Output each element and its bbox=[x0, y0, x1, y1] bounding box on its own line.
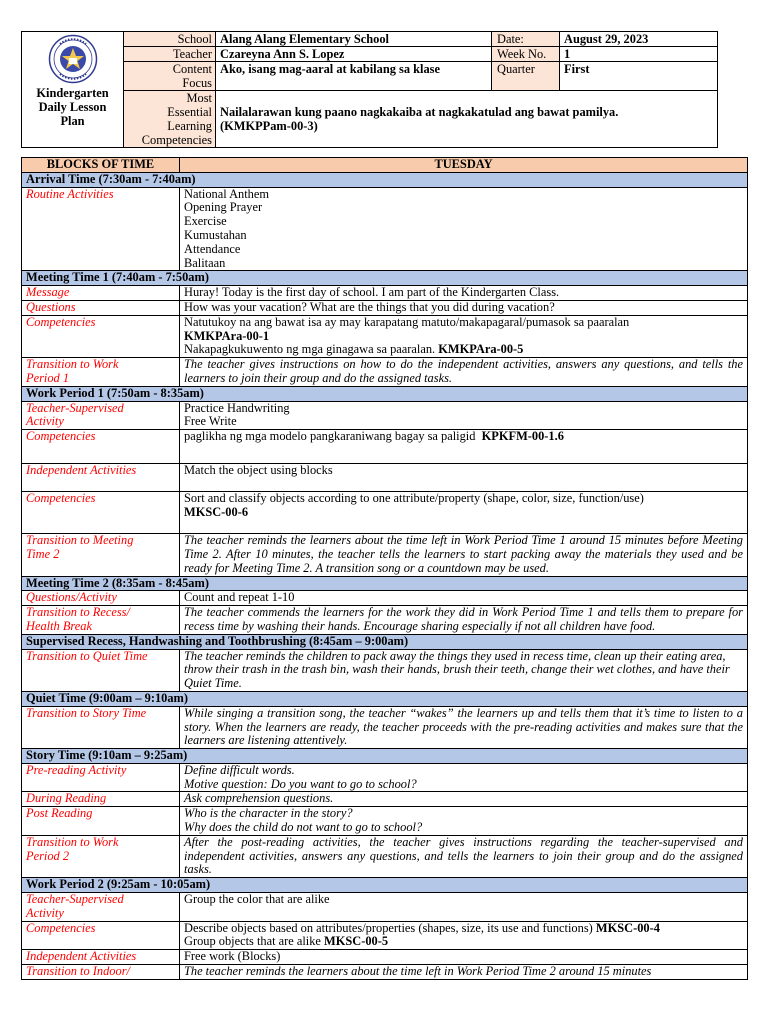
list-item: Exercise bbox=[184, 214, 227, 229]
competency-code: MKSC-00-6 bbox=[184, 504, 249, 519]
table-row bbox=[22, 807, 748, 836]
transition-label: Transition to Meeting Time 2 bbox=[22, 534, 180, 576]
transition-value: The teacher reminds the children to pack away the things they used in recess time, clean up their eating area, throw their trash in the trash bin, wash their hands, brush their teeth, change their wet clothes, and have their Quiet Time. bbox=[180, 649, 748, 691]
routine-activities-label: Routine Activities bbox=[22, 187, 180, 271]
transition-value: After the post-reading activities, the teacher gives instructions regarding the teacher-supervised and independent activities, answers any questions, and tells the learners to join their group and do the assigned tasks. bbox=[180, 835, 748, 877]
during-reading-label: During Reading bbox=[22, 792, 180, 807]
table-row bbox=[22, 950, 748, 965]
competencies-label: Competencies bbox=[22, 315, 180, 357]
meeting-time-2-title: Meeting Time 2 (8:35am - 8:45am) bbox=[22, 576, 748, 591]
quiet-time-title: Quiet Time (9:00am – 9:10am) bbox=[22, 691, 748, 706]
section-row bbox=[22, 576, 748, 591]
competency-code: KMKPAra-00-1 bbox=[184, 328, 270, 343]
week-value: 1 bbox=[560, 47, 718, 62]
work-period-2-title: Work Period 2 (9:25am - 10:05am) bbox=[22, 878, 748, 893]
table-row bbox=[22, 358, 748, 387]
independent-activities-label: Independent Activities bbox=[22, 464, 180, 492]
table-row bbox=[22, 606, 748, 635]
teacher-supervised-label: Teacher-Supervised Activity bbox=[22, 893, 180, 922]
competencies-label: Competencies bbox=[22, 430, 180, 464]
date-value: August 29, 2023 bbox=[560, 32, 718, 47]
routine-activities-list bbox=[180, 187, 748, 271]
section-row bbox=[22, 691, 748, 706]
quarter-label: Quarter bbox=[492, 62, 560, 91]
section-row bbox=[22, 634, 748, 649]
school-value: Alang Alang Elementary School bbox=[216, 32, 492, 47]
during-reading-value: Ask comprehension questions. bbox=[180, 792, 748, 807]
table-row bbox=[22, 492, 748, 534]
teacher-supervised-value: Practice Handwriting Free Write bbox=[180, 401, 748, 430]
independent-activities-value: Match the object using blocks bbox=[180, 464, 748, 492]
competency-code: MKSC-00-5 bbox=[324, 934, 389, 949]
message-value: Huray! Today is the first day of school. I am part of the Kindergarten Class. bbox=[180, 286, 748, 301]
table-header-row bbox=[22, 158, 748, 173]
table-row bbox=[22, 835, 748, 877]
teacher-label: Teacher bbox=[124, 47, 216, 62]
pre-reading-value: Define difficult words. Motive question: Do you want to go to school? bbox=[180, 763, 748, 792]
message-label: Message bbox=[22, 286, 180, 301]
week-label: Week No. bbox=[492, 47, 560, 62]
transition-value: While singing a transition song, the teacher “wakes” the learners up and tells them that it’s time to listen to a story. When the learners are ready, the teacher proceeds with the pre-reading activities and makes sure that the learners are listening attentively. bbox=[180, 706, 748, 748]
content-focus-value: Ako, isang mag-aaral at kabilang sa klase bbox=[216, 62, 492, 91]
post-reading-label: Post Reading bbox=[22, 807, 180, 836]
list-item: Attendance bbox=[184, 241, 241, 256]
transition-value: The teacher gives instructions on how to do the independent activities, answers any questions, and tells the learners to join their group and do the assigned tasks. bbox=[180, 358, 748, 387]
recess-title: Supervised Recess, Handwashing and Toothbrushing (8:45am – 9:00am) bbox=[22, 634, 748, 649]
tuesday-header: TUESDAY bbox=[180, 158, 748, 173]
pre-reading-label: Pre-reading Activity bbox=[22, 763, 180, 792]
list-item: Opening Prayer bbox=[184, 200, 263, 215]
table-row bbox=[22, 921, 748, 950]
teacher-supervised-label: Teacher-Supervised Activity bbox=[22, 401, 180, 430]
independent-activities-label: Independent Activities bbox=[22, 950, 180, 965]
teacher-value: Czareyna Ann S. Lopez bbox=[216, 47, 492, 62]
school-label: School bbox=[124, 32, 216, 47]
section-row bbox=[22, 386, 748, 401]
schedule-table bbox=[21, 157, 748, 980]
header-logo-cell bbox=[22, 32, 124, 148]
table-row bbox=[22, 893, 748, 922]
table-row bbox=[22, 965, 748, 980]
section-row bbox=[22, 878, 748, 893]
teacher-supervised-value: Group the color that are alike bbox=[180, 893, 748, 922]
table-row bbox=[22, 187, 748, 271]
post-reading-value: Who is the character in the story? Why does the child do not want to go to school? bbox=[180, 807, 748, 836]
table-row bbox=[22, 315, 748, 357]
competency-code: KMKPAra-00-5 bbox=[438, 342, 524, 357]
questions-value: How was your vacation? What are the things that you did during vacation? bbox=[180, 300, 748, 315]
quarter-value: First bbox=[560, 62, 718, 91]
table-row bbox=[22, 763, 748, 792]
table-row bbox=[22, 430, 748, 464]
arrival-time-title: Arrival Time (7:30am - 7:40am) bbox=[22, 172, 748, 187]
independent-activities-value: Free work (Blocks) bbox=[180, 950, 748, 965]
competencies-value: paglikha ng mga modelo pangkaraniwang bagay sa paligid KPKFM-00-1.6 bbox=[180, 430, 748, 464]
melc-label: Most Essential Learning Competencies bbox=[124, 91, 216, 148]
table-row bbox=[22, 300, 748, 315]
questions-label: Questions bbox=[22, 300, 180, 315]
table-row bbox=[22, 286, 748, 301]
transition-label: Transition to Recess/ Health Break bbox=[22, 606, 180, 635]
melc-value: Nailalarawan kung paano nagkakaiba at nagkakatulad ang bawat pamilya. (KMKPPam-00-3) bbox=[216, 91, 718, 148]
transition-label: Transition to Work Period 1 bbox=[22, 358, 180, 387]
questions-activity-value: Count and repeat 1-10 bbox=[180, 591, 748, 606]
meeting-time-1-title: Meeting Time 1 (7:40am - 7:50am) bbox=[22, 271, 748, 286]
table-row bbox=[22, 706, 748, 748]
transition-label: Transition to Indoor/ bbox=[22, 965, 180, 980]
transition-label: Transition to Work Period 2 bbox=[22, 835, 180, 877]
competencies-value: Natutukoy na ang bawat isa ay may karapatang matuto/makapagaral/pumasok sa paaralan KMKPAra-00-1 Nakapagkukuwento ng mga ginagawa sa paaralan. KMKPAra-00-5 bbox=[180, 315, 748, 357]
lesson-plan-header bbox=[21, 31, 718, 148]
transition-value: The teacher reminds the learners about the time left in Work Period Time 2 around 15 minutes bbox=[180, 965, 748, 980]
competencies-label: Competencies bbox=[22, 492, 180, 534]
content-focus-label: Content Focus bbox=[124, 62, 216, 91]
table-row bbox=[22, 792, 748, 807]
list-item: National Anthem bbox=[184, 186, 269, 201]
date-label: Date: bbox=[492, 32, 560, 47]
table-row bbox=[22, 649, 748, 691]
questions-activity-label: Questions/Activity bbox=[22, 591, 180, 606]
competencies-value: Sort and classify objects according to one attribute/property (shape, color, size, function/use) MKSC-00-6 bbox=[180, 492, 748, 534]
story-time-title: Story Time (9:10am – 9:25am) bbox=[22, 749, 748, 764]
transition-value: The teacher commends the learners for the work they did in Work Period Time 1 and tells them to prepare for recess time by washing their hands. Encourage sharing especially if not all children have food. bbox=[180, 606, 748, 635]
list-item: Balitaan bbox=[184, 255, 226, 270]
competencies-value: Describe objects based on attributes/properties (shapes, size, its use and functions) MKSC-00-4 Group objects that are alike MKSC-00-5 bbox=[180, 921, 748, 950]
competency-code: KPKFM-00-1.6 bbox=[481, 429, 564, 444]
table-row bbox=[22, 591, 748, 606]
competency-code: MKSC-00-4 bbox=[595, 920, 660, 935]
list-item: Kumustahan bbox=[184, 227, 247, 242]
table-row bbox=[22, 401, 748, 430]
transition-label: Transition to Story Time bbox=[22, 706, 180, 748]
table-row bbox=[22, 534, 748, 576]
section-row bbox=[22, 749, 748, 764]
transition-value: The teacher reminds the learners about the time left in Work Period Time 1 around 15 minutes before Meeting Time 2. After 10 minutes, the teacher tells the learners to start packing away the materials they used and be ready for Meeting Time 2. A transition song or a countdown may be used. bbox=[180, 534, 748, 576]
table-row bbox=[22, 464, 748, 492]
section-row bbox=[22, 172, 748, 187]
blocks-of-time-header: BLOCKS OF TIME bbox=[22, 158, 180, 173]
competencies-label: Competencies bbox=[22, 921, 180, 950]
plan-title: Kindergarten Daily Lesson Plan bbox=[36, 86, 109, 128]
deped-seal-icon bbox=[48, 34, 98, 84]
transition-label: Transition to Quiet Time bbox=[22, 649, 180, 691]
section-row bbox=[22, 271, 748, 286]
work-period-1-title: Work Period 1 (7:50am - 8:35am) bbox=[22, 386, 748, 401]
